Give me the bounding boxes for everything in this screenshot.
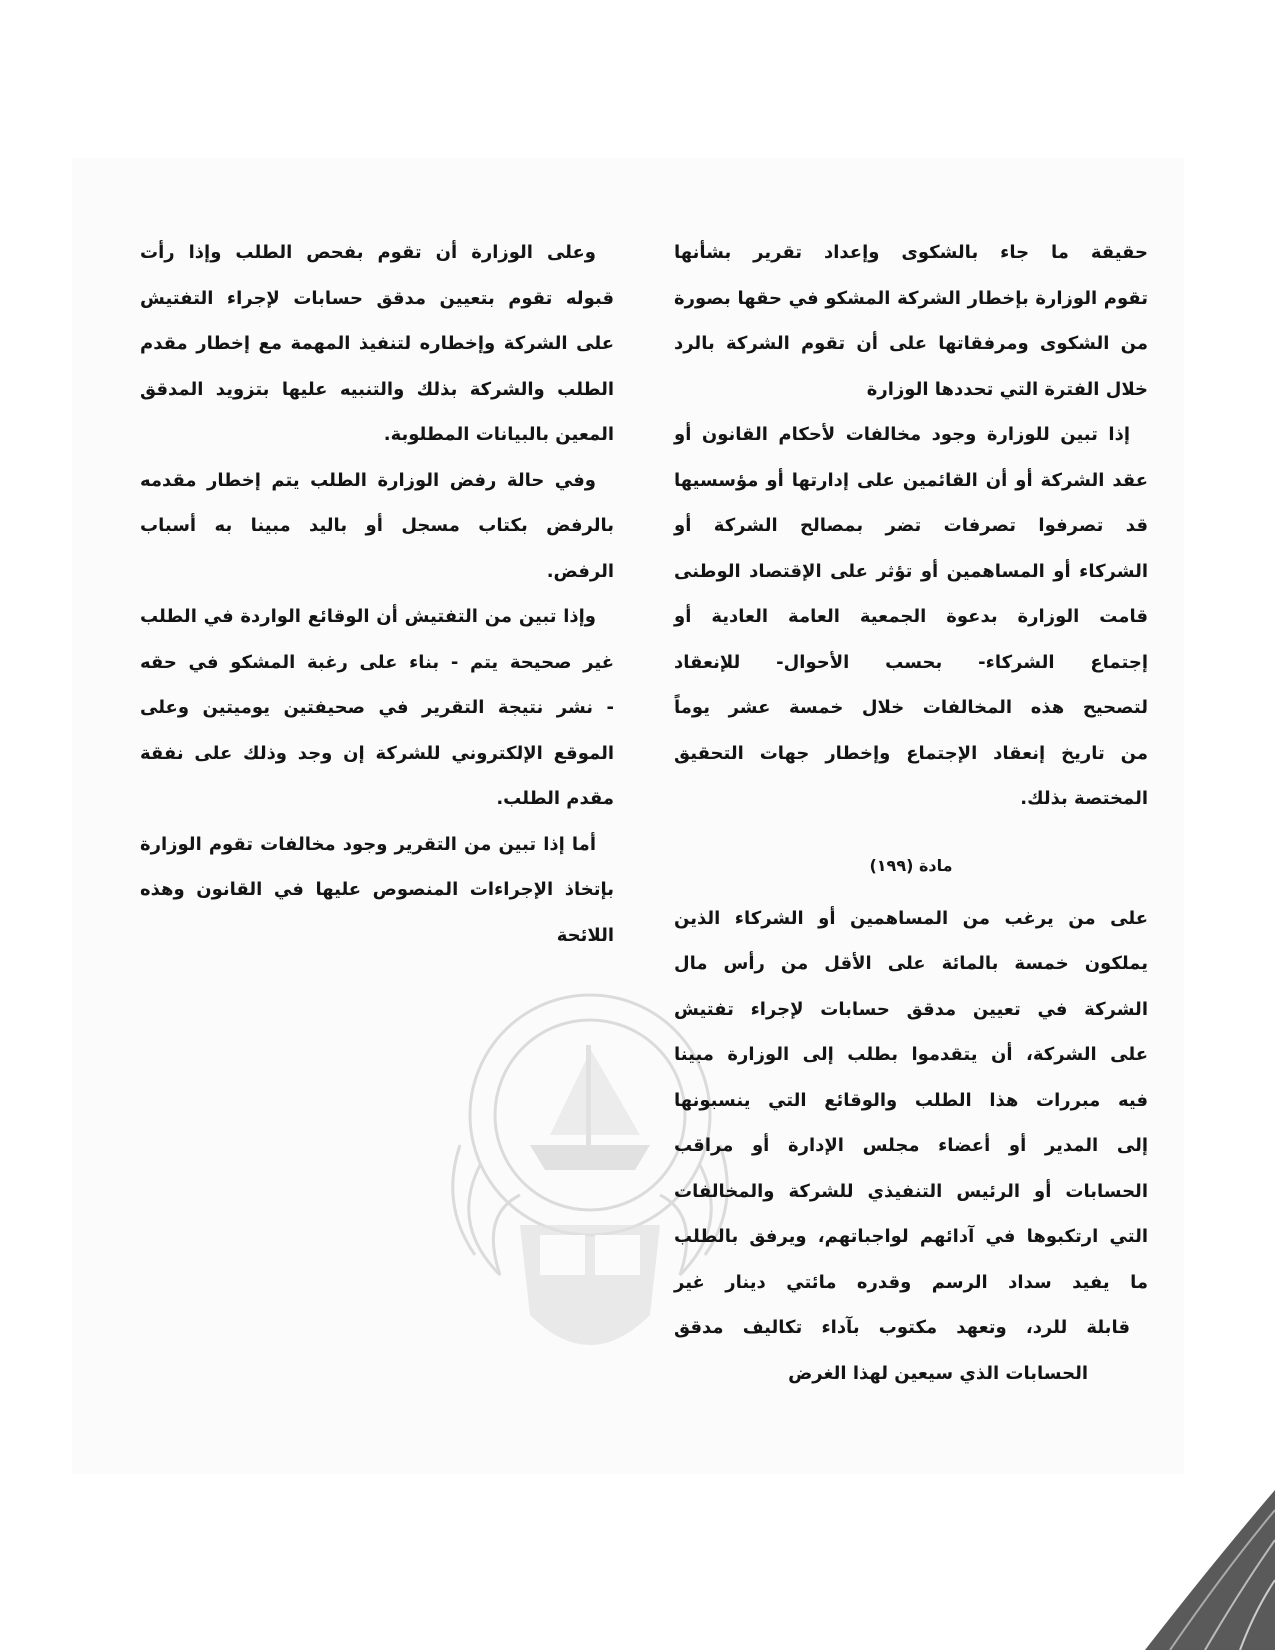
paragraph-line: حقيقة ما جاء بالشكوى وإعداد تقرير بشأنها (674, 242, 1148, 263)
paragraph-line: إذا تبين للوزارة وجود مخالفات لأحكام القانون أو (674, 424, 1130, 445)
paragraph-line: لتصحيح هذه المخالفات خلال خمسة عشر يوماً (674, 697, 1148, 718)
paragraph-line: يملكون خمسة بالمائة على الأقل من رأس مال (674, 953, 1148, 974)
paragraph-line: أما إذا تبين من التقرير وجود مخالفات تقوم الوزارة (140, 833, 596, 855)
paragraph-line: الطلب والشركة بذلك والتنبيه عليها بتزويد المدقق (140, 378, 614, 400)
paragraph-line: على من يرغب من المساهمين أو الشركاء الذين (674, 907, 1148, 929)
right-column (674, 230, 1148, 1396)
paragraph-line: قامت الوزارة بدعوة الجمعية العامة العادية أو (674, 606, 1148, 627)
paragraph-line: قبوله تقوم بتعيين مدقق حسابات لإجراء التفتيش (140, 287, 614, 309)
paragraph-line: بإتخاذ الإجراءات المنصوص عليها في القانون وهذه (140, 879, 614, 900)
paragraph-line: على الشركة وإخطاره لتنفيذ المهمة مع إخطار مقدم (140, 333, 614, 354)
paragraph-line: الرفض. (546, 560, 614, 582)
paragraph-line: قابلة للرد، وتعهد مكتوب بآداء تكاليف مدقق (674, 1317, 1130, 1338)
paragraph-line: الحسابات الذي سيعين لهذا الغرض (788, 1362, 1088, 1384)
paragraph-line: وعلى الوزارة أن تقوم بفحص الطلب وإذا رأت (140, 242, 596, 263)
paragraph-line: عقد الشركة أو أن القائمين على إدارتها أو مؤسسيها (674, 469, 1148, 491)
paragraph-line: وإذا تبين من التفتيش أن الوقائع الواردة في الطلب (140, 606, 596, 627)
paragraph-line: من الشكوى ومرفقاتها على أن تقوم الشركة بالرد (674, 333, 1148, 354)
paragraph-line: المعين بالبيانات المطلوبة. (383, 424, 614, 445)
corner-decoration-icon (1045, 1450, 1275, 1650)
paragraph-line: إجتماع الشركاء- بحسب الأحوال- للإنعقاد (674, 651, 1148, 673)
paragraph-line: مقدم الطلب. (496, 788, 614, 809)
paragraph-line: - نشر نتيجة التقرير في صحيفتين يوميتين وعلى (140, 697, 614, 718)
paragraph-line: الشركة في تعيين مدقق حسابات لإجراء تفتيش (674, 998, 1148, 1020)
paragraph-line: تقوم الوزارة بإخطار الشركة المشكو في حقها بصورة (674, 287, 1148, 309)
paragraph-line: المختصة بذلك. (1020, 788, 1148, 809)
paragraph-line: قد تصرفوا تصرفات تضر بمصالح الشركة أو (674, 515, 1148, 536)
paragraph-line: التي ارتكبوها في آدائهم لواجباتهم، ويرفق بالطلب (674, 1226, 1148, 1247)
paragraph-line: من تاريخ إنعقاد الإجتماع وإخطار جهات التحقيق (674, 742, 1148, 764)
paragraph-line: الحسابات أو الرئيس التنفيذي للشركة والمخالفات (674, 1180, 1148, 1202)
paragraph-line: إلى المدير أو أعضاء مجلس الإدارة أو مراقب (674, 1135, 1148, 1156)
paragraph-line: فيه مبررات هذا الطلب والوقائع التي ينسبونها (674, 1089, 1148, 1111)
paragraph-line: ما يفيد سداد الرسم وقدره مائتي دينار غير (674, 1271, 1148, 1293)
paragraph-line: بالرفض بكتاب مسجل أو باليد مبينا به أسباب (140, 515, 614, 536)
paragraph-line: خلال الفترة التي تحددها الوزارة (866, 378, 1148, 400)
article-title: مادة (١٩٩) (869, 855, 953, 875)
paragraph-line: على الشركة، أن يتقدموا بطلب إلى الوزارة مبينا (674, 1044, 1148, 1065)
paragraph-line: الشركاء أو المساهمين أو تؤثر على الإقتصاد الوطنى (674, 560, 1148, 582)
paragraph-line: وفي حالة رفض الوزارة الطلب يتم إخطار مقدمه (140, 469, 596, 491)
paragraph-line: اللائحة (556, 924, 614, 946)
paragraph-line: غير صحيحة يتم - بناء على رغبة المشكو في حقه (140, 651, 614, 673)
left-column (140, 230, 614, 958)
paragraph-line: الموقع الإلكتروني للشركة إن وجد وذلك على نفقة (140, 742, 614, 764)
